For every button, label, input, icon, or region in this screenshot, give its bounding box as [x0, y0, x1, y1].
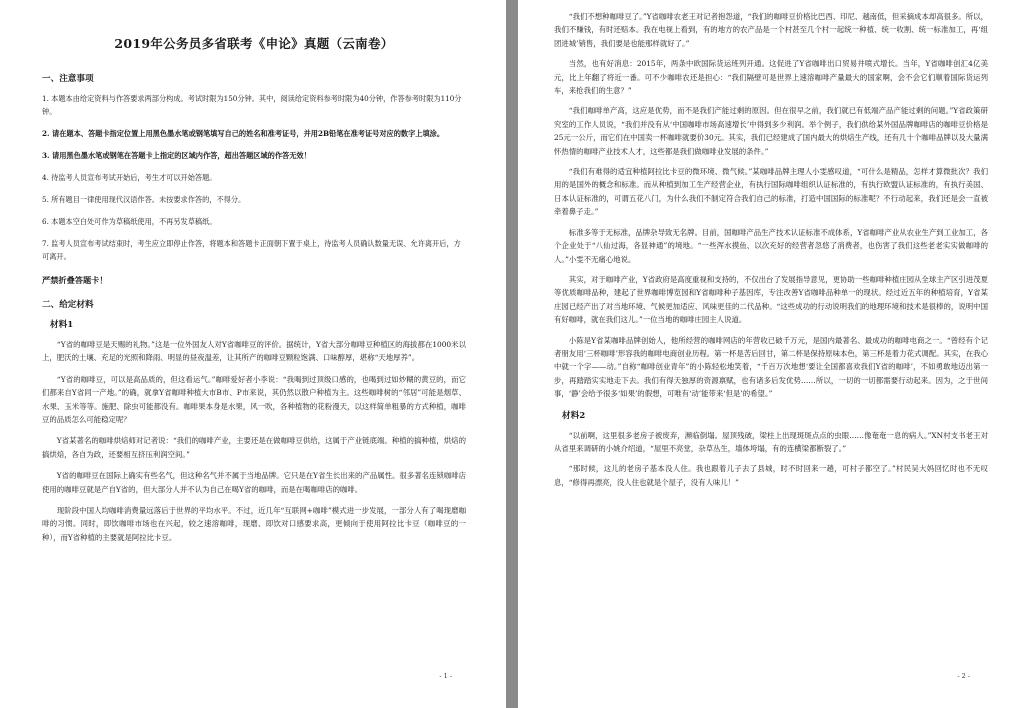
- material-2-label: 材料2: [562, 410, 586, 421]
- note-item: 6. 本题本空白处可作为草稿纸使用，不再另发草稿纸。: [42, 217, 217, 226]
- page-number: - 2 -: [957, 672, 970, 680]
- material-paragraph: “我们有难得的适宜种植阿拉比卡豆的微环境、微气候。”某咖啡品牌主理人小雯感叹道，“可什么是精品，怎样才算微批次？我们用的是国外的概念和标准。而从种植到加工生产经营企业，有执行国际咖啡组织认证标准的，有执行欧盟认证标准的，有执行美国、日本认证标准的，可谓五花八门，为什么我们不制定符合我们自己的标准，打造中国国际的标准呢？不行动起来，我们还是会一直被牵着鼻子走。”: [554, 167, 988, 217]
- document-page-1: [0, 0, 506, 708]
- note-item: 1. 本题本由给定资料与作答要求两部分构成。考试时限为150分钟。其中，阅读给定资料参考时限为40分钟，作答参考时限为110分钟。: [42, 94, 462, 116]
- material-heading: 二、给定材料: [42, 300, 94, 310]
- material-paragraph: “Y省的咖啡豆是天赐的礼物。”这是一位外国友人对Y省咖啡豆的评价。据统计，Y省大部分咖啡豆种植区的海拔都在1000米以上，肥沃的土壤、充足的光照和降雨、明显的昼夜温差，让其所产的咖啡豆颗粒饱满、口味醇厚，堪称“天地厚养”。: [42, 340, 466, 363]
- material-paragraph: 当然，也有好消息：2015年，两条中欧国际货运班列开通。这促进了Y省咖啡出口贸易井喷式增长。当年，Y省咖啡创汇4亿美元，比上年翻了将近一番。可不少咖啡农还是担心：“我们隔壁可是世界上速溶咖啡产量最大的国家啊，会不会它们顺着国际货运列车，来抢我们的生意？”: [554, 59, 988, 96]
- material-paragraph: “我们不想种咖啡豆了。”Y省咖啡农老王对记者抱怨道，“我们的咖啡豆价格比巴西、印尼、越南低，但采摘成本却高很多。所以，我们不赚钱，有时还赔本。我在电视上看到，有的地方的农产品是一个村甚至几个村一起统一种植、统一收割、统一标准加工，再‘组团进城’销售，我们要是也能那样就好了。”: [554, 12, 988, 48]
- note-item: 7. 监考人员宣布考试结束时，考生应立即停止作答，将题本和答题卡正面朝下置于桌上，待监考人员确认数量无误、允许离开后，方可离开。: [42, 239, 461, 261]
- note-item: 4. 待监考人员宣布考试开始后，考生才可以开始答题。: [42, 173, 217, 182]
- material-paragraph: 现阶段中国人均咖啡消费量远落后于世界的平均水平。不过，近几年“互联网+咖啡”模式进一步发展，一部分人有了喝现磨咖啡的习惯。同时，即饮咖啡市场也在兴起，较之速溶咖啡，现磨、即饮对口感要求高，更倾向于使用阿拉比卡豆（咖啡豆的一种），而Y省种植的主要就是阿拉比卡豆。: [42, 506, 466, 542]
- document-title: 2019年公务员多省联考《申论》真题（云南卷）: [114, 36, 394, 51]
- material-paragraph: 标准多等于无标准，品牌杂导致无名牌。目前，国咖啡产品生产技术认证标准不成体系，Y省咖啡产业从农业生产到工业加工，各个企业处于“八仙过海，各显神通”的境地。“一些浑水摸鱼、以次充好的经营者忽悠了消费者，也伤害了我们这些老老实实做咖啡的人。”小雯不无痛心地说。: [554, 227, 988, 264]
- note-item: 5. 所有题目一律使用现代汉语作答。未按要求作答的，不得分。: [42, 195, 246, 204]
- page-number: - 1 -: [439, 672, 452, 680]
- material-paragraph: “我们咖啡单产高，这应是优势，而不是我们产能过剩的原因。但在很早之前，我们就已有低端产品产能过剩的问题。”Y省政策研究室的工作人员说，“我们并没有从‘中国咖啡市场高速增长’中得到多少利润。举个例子，我们供给某外国品牌咖啡店的咖啡豆价格是25元一公斤，而它们在中国卖一杯咖啡就要价30元。其实，我们已经建成了国内最大的烘焙生产线，还有几十个咖啡品牌以及大量满怀热情的咖啡产业技术人才，这些都是我们做咖啡业发展的条件。”: [554, 106, 988, 156]
- material-paragraph: “Y省的咖啡豆，可以是高品质的，但这看运气。”咖啡爱好者小李说：“我喝到过顶级口感的，也喝到过如炒糊的黄豆的，而它们都来自Y省同一产地。”的确，就拿Y省咖啡种植大市B市、P市来说，其仍然以散户种植为主。这些咖啡树的“邻居”可能是烟草、水果、玉米等等。施肥、除虫可能都没有。咖啡果本身是水果，风一吹，各种植物的花粉漫天，以这样简单粗暴的方式种植，咖啡豆的品质怎么可能稳定呢？: [42, 374, 466, 425]
- answer-card-warning: 严禁折叠答题卡！: [42, 275, 108, 285]
- document-page-2: [518, 0, 1024, 708]
- material-paragraph: “以前啊，这里很多老房子被废弃，濒临倒塌。屋顶残破，梁柱上出现斑斑点点的虫眼……像奄奄一息的病人。”XN村支书老王对从省里来调研的小姚介绍道，“屋里不亮堂，杂草丛生，墙体垮塌，有的连横梁都断裂了。”: [554, 430, 988, 453]
- material-paragraph: Y省的咖啡豆在国际上确实有些名气，但这种名气并不属于当地品牌。它只是在Y省生长出来的产品属性。很多著名连锁咖啡店使用的咖啡豆就是产自Y省的，但大部分人并不认为自己在喝Y省的咖啡，而是在喝咖啡店的咖啡。: [42, 471, 466, 494]
- material-paragraph: Y省某著名的咖啡烘焙师对记者说：“我们的咖啡产业，主要还是在做咖啡豆供给，这属于产业链底端。种植的搞种植，烘焙的搞烘焙，各自为政，还要相互挤压利润空间。”: [42, 436, 466, 459]
- note-item: 3. 请用黑色墨水笔或钢笔在答题卡上指定的区域内作答，超出答题区域的作答无效！: [42, 151, 311, 160]
- notes-heading: 一、注意事项: [42, 74, 94, 84]
- material-paragraph: “那时候，这儿的老房子基本没人住。我也跟着儿子去了县城，时不时回来一趟，可村子都空了。”村民吴大妈回忆时也不无叹息，“修得再漂亮，没人住也就是个屋子，没有人味儿！”: [554, 464, 988, 487]
- material-paragraph: 其实，对于咖啡产业，Y省政府是高度重视和支持的，不仅出台了发展指导意见，更协助一些咖啡种植庄园从全球主产区引进茂夏等优质咖啡品种，建起了世界咖啡博览园和Y省咖啡种子基因库，专注改善Y省咖啡品种单一的现状。经过近五年的种植培育，Y省某庄园已经产出了对当地环境、气候更加适应、风味更佳的二代品种。“这些成功的行动说明我们的地理环境和技术是很棒的，说明中国有好咖啡，就在我们这儿。”一位当地的咖啡庄园主人说道。: [554, 274, 988, 325]
- material-paragraph: 小陈是Y省某咖啡品牌创始人，他所经营的咖啡网店的年营收已破千万元，是国内最著名、最成功的咖啡电商之一。“曾经有个记者朋友用‘三杯咖啡’形容我的咖啡电商创业历程。第一杯是苦后回甘，第二杯是保持原味本色，第三杯是着力花式调配。其实，在我心中就一个字——动。”自称“咖啡创业青年”的小陈轻松地笑着，“千百万次地想‘要让全国都喜欢我们Y省的咖啡’，不如勇敢地迈出第一步，再踏踏实实地走下去。我们有得天独厚的资源禀赋，也有诸多后发优势……所以，一切的一切都需要行动起来。因为，之于世间事，‘静’会给予很多‘如果’的假想，可唯有‘动’能带来‘但是’的希望。”: [554, 335, 988, 399]
- material-1-label: 材料1: [50, 320, 74, 330]
- note-item: 2. 请在题本、答题卡指定位置上用黑色墨水笔或钢笔填写自己的姓名和准考证号，并用2B铅笔在准考证号对应的数字上填涂。: [42, 129, 445, 138]
